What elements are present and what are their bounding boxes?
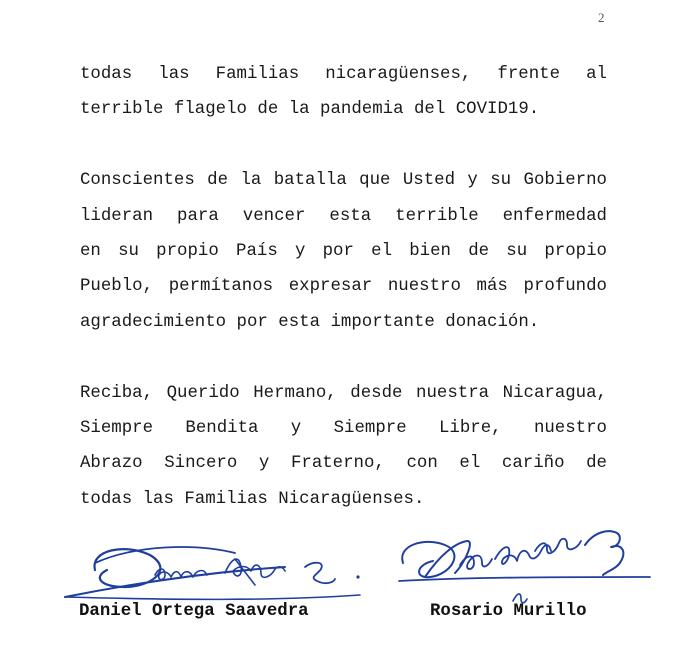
text-line: agradecimiento por esta importante donación. <box>80 312 540 332</box>
text-line: terrible flagelo de la pandemia del COVID19. <box>80 100 540 120</box>
text-line: todas las Familias nicaragüenses, frente al <box>80 65 607 84</box>
text-line: Reciba, Querido Hermano, desde nuestra Nicaragua, <box>80 383 607 403</box>
text-line: todas las Familias Nicaragüenses. <box>80 489 425 509</box>
text-line: lideran para vencer esta terrible enfermedad <box>80 206 607 226</box>
letter-body <box>80 57 607 517</box>
text-line: Abrazo Sincero y Fraterno, con el cariño de <box>80 454 607 474</box>
text-line: Conscientes de la batalla que Usted y su Gobierno <box>80 171 607 191</box>
page-number: 2 <box>598 10 605 25</box>
text-line: Siempre Bendita y Siempre Libre, nuestro <box>80 419 607 439</box>
handwritten-signature-left <box>55 515 375 615</box>
paragraph <box>80 57 607 128</box>
text-line: en su propio País y por el bien de su propio <box>80 242 607 262</box>
signature-block-left <box>55 515 375 635</box>
signatory-name: Daniel Ortega Saavedra <box>79 602 309 621</box>
paragraph <box>80 376 607 518</box>
text-line: Pueblo, permítanos expresar nuestro más profundo <box>80 277 607 297</box>
signatory-name: Rosario Murillo <box>430 602 587 621</box>
paragraph <box>80 163 607 340</box>
signature-block-right <box>395 515 665 635</box>
